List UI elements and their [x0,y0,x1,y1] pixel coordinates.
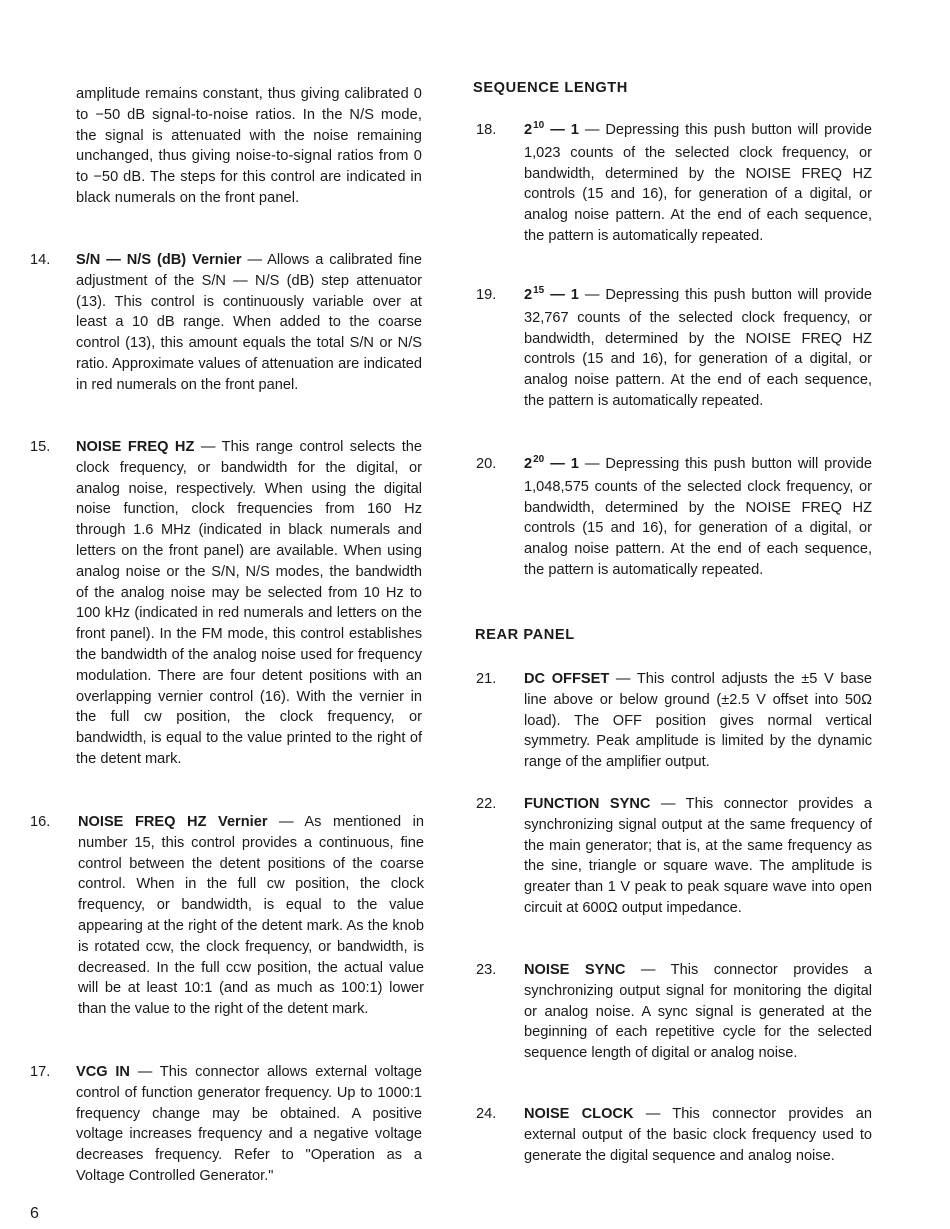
item-title: NOISE FREQ HZ Vernier [78,814,268,830]
item-text: — This connector provides a synchronizing output signal for monitoring the digital or analog noise. A sync signal is generated at the beginning of each repetitive cycle for the selected sequence length of digital or analog noise. [524,962,872,1062]
item-number: 22. [476,796,497,812]
item-number: 24. [476,1106,497,1122]
list-item [476,285,874,435]
item-body [524,1104,872,1166]
item-body [524,960,872,1064]
section-heading-sequence-length: SEQUENCE LENGTH [473,80,628,96]
item-title: NOISE SYNC [524,962,626,978]
item-text: — This range control selects the clock frequency, or bandwidth for the digital, or analog noise, respectively. When using the digital noise function, clock frequencies from 160 Hz through 1.6 MHz (indicated in black numerals and letters on the front panel) are available. When using analog noise or the S/N, N/S modes, the bandwidth of the analog noise may be selected from 10 Hz to 100 kHz (indicated in red numerals and letters on the front panel). In the FM mode, this control establishes the bandwidth of the analog noise used for frequency modulation. There are four detent positions with an overlapping vernier control (16). With the vernier in the full cw position, the clock frequency, or bandwidth, is equal to the value printed to the right of the detent mark. [76,439,422,767]
item-title: S/N — N/S (dB) Vernier [76,252,242,268]
item-title: NOISE FREQ HZ [76,439,195,455]
list-item [476,120,874,270]
item-number: 17. [30,1064,51,1080]
item-title: VCG IN [76,1064,130,1080]
item-title: FUNCTION SYNC [524,796,651,812]
section-heading-rear-panel: REAR PANEL [475,627,575,643]
list-item [30,1062,422,1192]
exponent: 10 [533,120,545,131]
item-title: $2^{20}$ — 1 [524,454,579,472]
list-item [476,454,874,604]
item-text: — Allows a calibrated fine adjustment of the S/N — N/S (dB) step attenuator (13). This control is continuously variable over at least a 10 dB range. When added to the coarse control (13), this amount equals the total S/N or N/S ratio. Approximate values of attenuation are indicated in red numerals on the front panel. [76,252,422,393]
item-body [524,120,872,247]
intro-paragraph: amplitude remains constant, thus giving calibrated 0 to −50 dB signal-to-noise ratios. In the N/S mode, the signal is attenuated with the noise remaining unchanged, thus giving noise-to-signal ratios from 0 to −50 dB. The steps for this control are indicated in black numerals on the front panel. [76,86,422,206]
item-body [76,437,422,770]
item-number: 19. [476,287,497,303]
list-item [476,794,874,944]
item-number: 14. [30,252,51,268]
item-number: 21. [476,671,497,687]
item-number: 23. [476,962,497,978]
list-item [476,960,874,1090]
list-item [30,812,424,1042]
list-item [30,437,422,797]
item-title: $2^{10}$ — 1 [524,120,579,138]
item-body [76,1062,422,1187]
item-body [524,794,872,919]
item-text: — This connector allows external voltage control of function generator frequency. Up to 1000:1 frequency change may be obtained. A positive voltage increases frequency and a negative voltage decreases frequency. Refer to "Operation as a Voltage Controlled Generator." [76,1064,422,1184]
item-text: — This connector provides an external output of the basic clock frequency used to generate the digital sequence and analog noise. [524,1106,872,1164]
list-item [476,669,874,779]
page-number: 6 [30,1205,39,1222]
item-text: — Depressing this push button will provide 1,023 counts of the selected clock frequency, or bandwidth, determined by the NOISE FREQ HZ controls (15 and 16), for generation of a digital, or analog noise pattern. At the end of each sequence, the pattern is automatically repeated. [524,122,872,244]
item-body [524,669,872,773]
item-body [78,812,424,1020]
item-number: 15. [30,439,51,455]
item-title: NOISE CLOCK [524,1106,634,1122]
item-number: 16. [30,814,51,830]
list-item [476,1104,874,1194]
item-title: $2^{15}$ — 1 [524,285,579,303]
item-body [76,250,422,396]
item-body [524,285,872,412]
item-text: — This connector provides a synchronizing signal output at the same frequency of the main generator; that is, at the same frequency as the sine, triangle or square wave. The amplitude is greater than 1 V peak to peak square wave into open circuit at 600Ω output impedance. [524,796,872,916]
item-text: — As mentioned in number 15, this control provides a continuous, fine control between the detent positions of the coarse control. When in the full cw position, the clock frequency, or bandwidth, is equal to the value appearing at the right of the detent mark. As the knob is rotated ccw, the clock frequency, or bandwidth, is decreased. In the full ccw position, the actual value will be at least 10:1 (and as much as 100:1) lower than the value to the right of the detent mark. [78,814,424,1018]
item-number: 20. [476,456,497,472]
item-body [524,454,872,581]
list-item [30,250,422,420]
exponent: 15 [533,285,545,296]
item-text: — Depressing this push button will provide 1,048,575 counts of the selected clock frequency, or bandwidth, determined by the NOISE FREQ HZ controls (15 and 16), for generation of a digital, or analog noise pattern. At the end of each sequence, the pattern is automatically repeated. [524,456,872,578]
item-title: DC OFFSET [524,671,610,687]
item-text: — This control adjusts the ±5 V base line above or below ground (±2.5 V offset into 50Ω load). The OFF position gives normal vertical symmetry. Peak amplitude is limited by the dynamic range of the amplifier output. [524,671,872,771]
item-number: 18. [476,122,497,138]
exponent: 20 [533,454,545,465]
item-text: — Depressing this push button will provide 32,767 counts of the selected clock frequency, or bandwidth, determined by the NOISE FREQ HZ controls (15 and 16), for generation of a digital, or analog noise pattern. At the end of each sequence, the pattern is automatically repeated. [524,287,872,409]
